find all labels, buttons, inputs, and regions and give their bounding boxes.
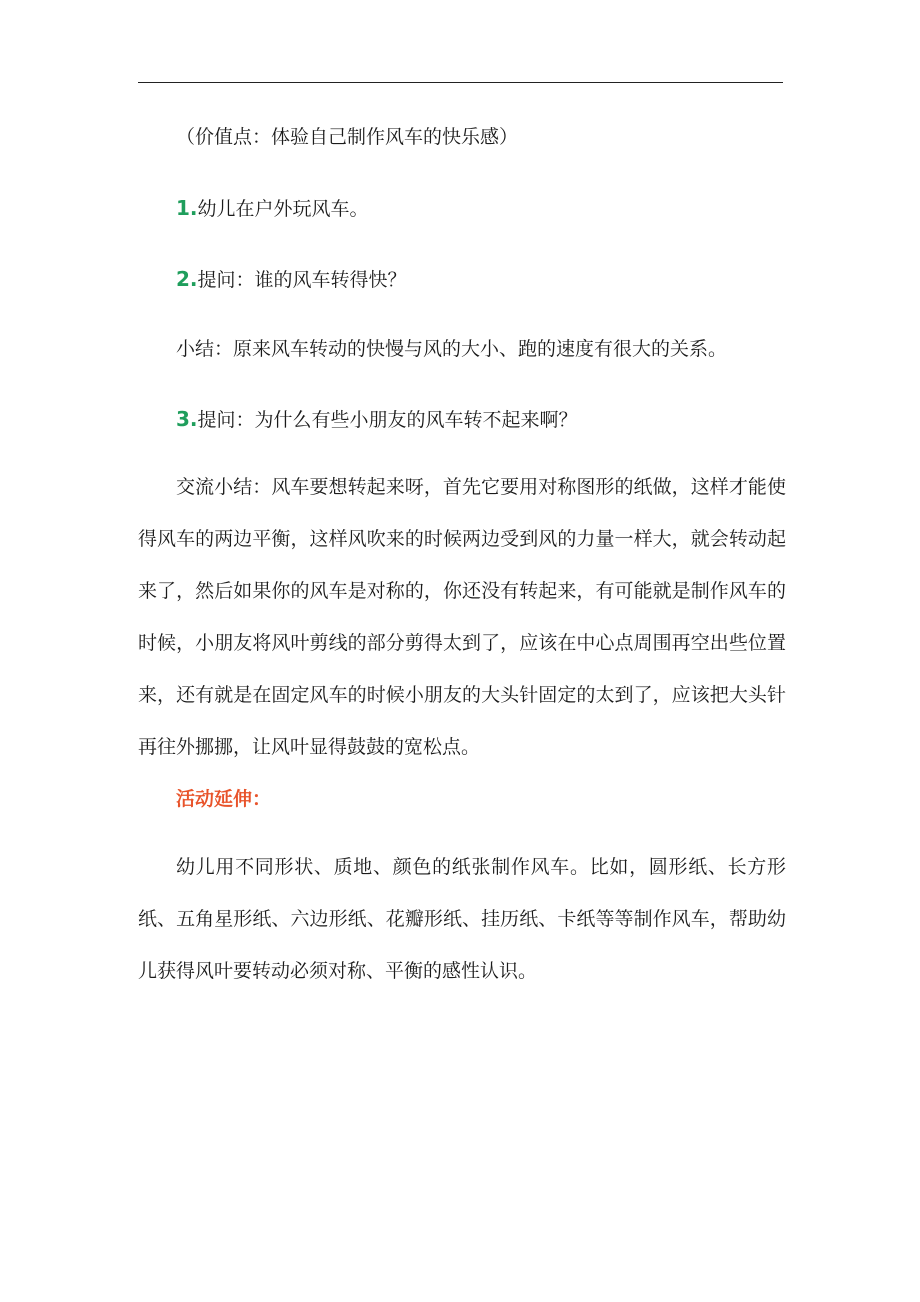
step-3 [176, 406, 826, 433]
exchange-summary: 交流小结：风车要想转起来呀，首先它要用对称图形的纸做，这样才能使得风车的两边平衡，这样风吹来的时候两边受到风的力量一样大，就会转动起来了，然后如果你的风车是对称的，你还没有转起来，有可能就是制作风车的时候，小朋友将风叶剪线的部分剪得太到了，应该在中心点周围再空出些位置来，还有就是在固定风车的时候小朋友的大头针固定的太到了，应该把大头针再往外挪挪，让风叶显得鼓鼓的宽松点。 [138, 476, 786, 758]
step-text: 提问：为什么有些小朋友的风车转不起来啊？ [197, 409, 578, 431]
extension-heading [176, 786, 826, 812]
header-rule [138, 82, 783, 83]
step-1 [176, 195, 826, 222]
step-number: 2. [176, 267, 198, 291]
step-number: 3. [176, 407, 198, 431]
value-point: （价值点：体验自己制作风车的快乐感） [176, 126, 519, 148]
step-text: 幼儿在户外玩风车。 [197, 198, 369, 220]
step-text: 提问：谁的风车转得快？ [197, 269, 407, 291]
step-number: 1. [176, 196, 198, 220]
extension-text: 幼儿用不同形状、质地、颜色的纸张制作风车。比如，圆形纸、长方形纸、五角星形纸、六边形纸、花瓣形纸、挂历纸、卡纸等等制作风车，帮助幼儿获得风叶要转动必须对称、平衡的感性认识。 [138, 856, 786, 982]
extension-heading-text: 活动延伸： [176, 788, 272, 810]
summary: 小结：原来风车转动的快慢与风的大小、跑的速度有很大的关系。 [176, 338, 728, 360]
step-2 [176, 266, 826, 293]
